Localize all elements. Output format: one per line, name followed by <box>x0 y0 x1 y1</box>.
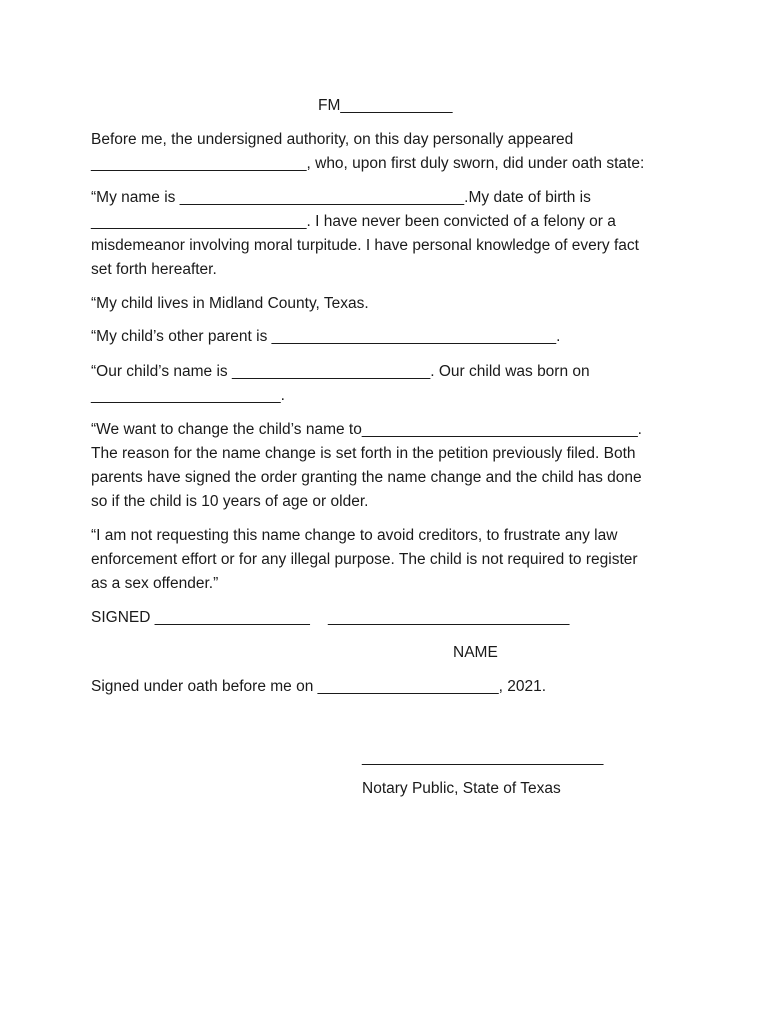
signature-line: ____________________________ <box>328 609 570 626</box>
paragraph-6-line-1: “I am not requesting this name change to avoid creditors, to frustrate any law <box>91 527 618 544</box>
paragraph-1-line-3: misdemeanor involving moral turpitude. I have personal knowledge of every fact <box>91 237 639 254</box>
paragraph-6-line-3: as a sex offender.” <box>91 575 219 592</box>
paragraph-6-line-2: enforcement effort or for any illegal purpose. The child is not required to register <box>91 551 638 568</box>
paragraph-5-line-1: “We want to change the child’s name to________________________________. <box>91 421 642 438</box>
intro-line-1: Before me, the undersigned authority, on this day personally appeared <box>91 131 574 148</box>
paragraph-1-line-1: “My name is _________________________________.My date of birth is <box>91 189 591 206</box>
paragraph-5-line-3: parents have signed the order granting the name change and the child has done <box>91 469 642 486</box>
notary-signature-line: ____________________________ <box>362 749 604 766</box>
paragraph-5-line-4: so if the child is 10 years of age or older. <box>91 493 369 510</box>
paragraph-1-line-4: set forth hereafter. <box>91 261 217 278</box>
paragraph-3: “My child’s other parent is _________________________________. <box>91 328 561 345</box>
paragraph-1-line-2: _________________________. I have never been convicted of a felony or a <box>91 213 616 230</box>
paragraph-5-line-2: The reason for the name change is set forth in the petition previously filed. Both <box>91 445 636 462</box>
oath-date-line: Signed under oath before me on _____________________, 2021. <box>91 678 547 695</box>
signed-label: SIGNED __________________ <box>91 609 310 626</box>
form-header: FM_____________ <box>318 97 453 114</box>
paragraph-4-line-1: “Our child’s name is _______________________. Our child was born on <box>91 363 590 380</box>
name-label: NAME <box>453 644 498 661</box>
intro-line-2: _________________________, who, upon first duly sworn, did under oath state: <box>91 155 645 172</box>
notary-label: Notary Public, State of Texas <box>362 780 561 797</box>
paragraph-4-line-2: ______________________. <box>91 387 285 404</box>
paragraph-2: “My child lives in Midland County, Texas. <box>91 295 369 312</box>
